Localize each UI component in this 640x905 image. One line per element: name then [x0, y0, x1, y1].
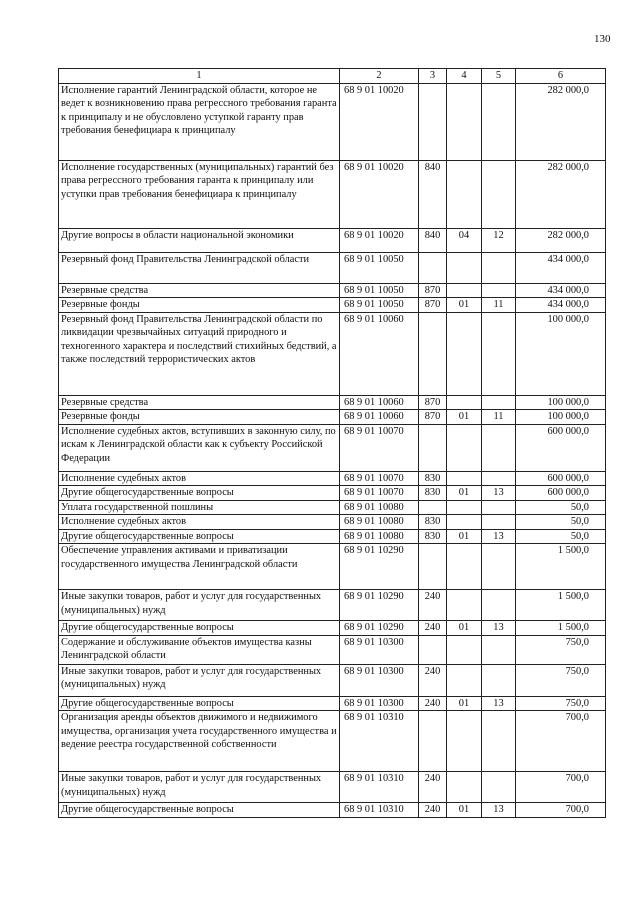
cell-rz: [447, 590, 482, 621]
cell-vr: 840: [419, 228, 447, 252]
cell-code: 68 9 01 10310: [340, 803, 419, 818]
cell-vr: [419, 711, 447, 772]
cell-rz: 01: [447, 529, 482, 544]
cell-name: Иные закупки товаров, работ и услуг для государственных (муниципальных) нужд: [59, 772, 340, 803]
cell-code: 68 9 01 10070: [340, 486, 419, 501]
cell-name: Резервные фонды: [59, 410, 340, 425]
cell-name: Другие общегосударственные вопросы: [59, 696, 340, 711]
cell-pr: [482, 664, 516, 696]
table-row: [59, 772, 606, 803]
cell-code: 68 9 01 10300: [340, 635, 419, 664]
cell-vr: 840: [419, 160, 447, 228]
cell-sum: 100 000,0: [516, 410, 606, 425]
cell-vr: [419, 252, 447, 283]
cell-pr: [482, 471, 516, 486]
cell-sum: 600 000,0: [516, 486, 606, 501]
cell-vr: 830: [419, 515, 447, 530]
cell-vr: [419, 635, 447, 664]
cell-pr: 11: [482, 298, 516, 313]
cell-pr: [482, 312, 516, 395]
cell-vr: 240: [419, 590, 447, 621]
cell-pr: [482, 283, 516, 298]
header-col-1: 1: [59, 69, 340, 84]
cell-vr: 870: [419, 410, 447, 425]
cell-pr: [482, 395, 516, 410]
cell-name: Содержание и обслуживание объектов имущества казны Ленинградской области: [59, 635, 340, 664]
cell-code: 68 9 01 10080: [340, 515, 419, 530]
cell-pr: [482, 252, 516, 283]
cell-sum: 750,0: [516, 664, 606, 696]
cell-sum: 1 500,0: [516, 621, 606, 636]
page-number: 130: [594, 33, 611, 45]
cell-rz: 04: [447, 228, 482, 252]
cell-vr: 830: [419, 471, 447, 486]
cell-rz: [447, 252, 482, 283]
cell-rz: 01: [447, 696, 482, 711]
cell-code: 68 9 01 10290: [340, 590, 419, 621]
cell-name: Другие общегосударственные вопросы: [59, 529, 340, 544]
cell-name: Исполнение государственных (муниципальных) гарантий без права регрессного требования гаранта к принципалу или уступки прав требования бенефициара к принципалу: [59, 160, 340, 228]
header-col-4: 4: [447, 69, 482, 84]
cell-rz: [447, 471, 482, 486]
cell-vr: 240: [419, 621, 447, 636]
cell-name: Исполнение судебных актов: [59, 471, 340, 486]
table-row: [59, 298, 606, 313]
cell-sum: 434 000,0: [516, 298, 606, 313]
cell-code: 68 9 01 10070: [340, 424, 419, 471]
cell-rz: [447, 83, 482, 160]
table-row: [59, 83, 606, 160]
cell-rz: [447, 664, 482, 696]
cell-sum: 700,0: [516, 772, 606, 803]
cell-code: 68 9 01 10300: [340, 696, 419, 711]
cell-rz: [447, 424, 482, 471]
cell-name: Исполнение судебных актов, вступивших в законную силу, по искам к Ленинградской области как к субъекту Российской Федерации: [59, 424, 340, 471]
cell-vr: [419, 424, 447, 471]
cell-name: Иные закупки товаров, работ и услуг для государственных (муниципальных) нужд: [59, 664, 340, 696]
table-row: [59, 395, 606, 410]
table-row: [59, 410, 606, 425]
cell-rz: [447, 772, 482, 803]
cell-pr: 11: [482, 410, 516, 425]
cell-vr: 240: [419, 772, 447, 803]
cell-pr: [482, 544, 516, 590]
cell-vr: [419, 544, 447, 590]
cell-pr: [482, 590, 516, 621]
cell-rz: [447, 544, 482, 590]
budget-table: [58, 68, 606, 818]
cell-rz: [447, 515, 482, 530]
cell-sum: 50,0: [516, 529, 606, 544]
table-row: [59, 664, 606, 696]
cell-pr: [482, 635, 516, 664]
cell-pr: [482, 711, 516, 772]
table-row: [59, 711, 606, 772]
cell-sum: 282 000,0: [516, 160, 606, 228]
cell-code: 68 9 01 10020: [340, 228, 419, 252]
cell-code: 68 9 01 10290: [340, 544, 419, 590]
cell-rz: 01: [447, 410, 482, 425]
cell-code: 68 9 01 10310: [340, 772, 419, 803]
table-row: [59, 471, 606, 486]
cell-sum: 100 000,0: [516, 395, 606, 410]
cell-vr: 870: [419, 298, 447, 313]
cell-sum: 50,0: [516, 515, 606, 530]
cell-sum: 750,0: [516, 696, 606, 711]
cell-rz: 01: [447, 803, 482, 818]
table-row: [59, 486, 606, 501]
cell-pr: [482, 515, 516, 530]
cell-code: 68 9 01 10300: [340, 664, 419, 696]
cell-rz: 01: [447, 298, 482, 313]
cell-pr: 13: [482, 803, 516, 818]
cell-rz: [447, 395, 482, 410]
header-col-3: 3: [419, 69, 447, 84]
cell-pr: 13: [482, 621, 516, 636]
table-row: [59, 544, 606, 590]
cell-pr: [482, 772, 516, 803]
cell-vr: 240: [419, 803, 447, 818]
cell-vr: 870: [419, 395, 447, 410]
cell-rz: [447, 312, 482, 395]
cell-name: Обеспечение управления активами и приватизации государственного имущества Ленинградской области: [59, 544, 340, 590]
cell-vr: 240: [419, 664, 447, 696]
table-row: [59, 635, 606, 664]
cell-vr: [419, 83, 447, 160]
table-row: [59, 160, 606, 228]
cell-rz: [447, 635, 482, 664]
cell-sum: 700,0: [516, 711, 606, 772]
cell-vr: 830: [419, 529, 447, 544]
cell-code: 68 9 01 10020: [340, 83, 419, 160]
cell-name: Иные закупки товаров, работ и услуг для государственных (муниципальных) нужд: [59, 590, 340, 621]
cell-code: 68 9 01 10310: [340, 711, 419, 772]
cell-rz: [447, 500, 482, 515]
cell-name: Резервные средства: [59, 395, 340, 410]
header-col-2: 2: [340, 69, 419, 84]
cell-sum: 1 500,0: [516, 544, 606, 590]
cell-name: Другие общегосударственные вопросы: [59, 803, 340, 818]
cell-rz: 01: [447, 621, 482, 636]
cell-vr: 830: [419, 486, 447, 501]
cell-pr: [482, 500, 516, 515]
table-row: [59, 696, 606, 711]
cell-vr: [419, 500, 447, 515]
cell-code: 68 9 01 10060: [340, 395, 419, 410]
cell-code: 68 9 01 10080: [340, 529, 419, 544]
table-body: [59, 83, 606, 817]
cell-sum: 600 000,0: [516, 424, 606, 471]
cell-code: 68 9 01 10060: [340, 312, 419, 395]
cell-vr: 870: [419, 283, 447, 298]
cell-sum: 434 000,0: [516, 283, 606, 298]
cell-pr: 12: [482, 228, 516, 252]
cell-code: 68 9 01 10020: [340, 160, 419, 228]
table-row: [59, 283, 606, 298]
cell-name: Резервный фонд Правительства Ленинградской области: [59, 252, 340, 283]
cell-rz: [447, 160, 482, 228]
cell-sum: 1 500,0: [516, 590, 606, 621]
cell-sum: 100 000,0: [516, 312, 606, 395]
cell-code: 68 9 01 10290: [340, 621, 419, 636]
cell-name: Резервные средства: [59, 283, 340, 298]
cell-name: Другие общегосударственные вопросы: [59, 621, 340, 636]
table-row: [59, 228, 606, 252]
cell-sum: 700,0: [516, 803, 606, 818]
cell-code: 68 9 01 10050: [340, 283, 419, 298]
cell-rz: [447, 711, 482, 772]
table-row: [59, 590, 606, 621]
table-row: [59, 529, 606, 544]
cell-sum: 434 000,0: [516, 252, 606, 283]
cell-name: Уплата государственной пошлины: [59, 500, 340, 515]
cell-name: Другие общегосударственные вопросы: [59, 486, 340, 501]
cell-vr: 240: [419, 696, 447, 711]
cell-name: Резервный фонд Правительства Ленинградской области по ликвидации чрезвычайных ситуаций природного и техногенного характера и последствий стихийных бедствий, а также последствий террористических актов: [59, 312, 340, 395]
cell-sum: 282 000,0: [516, 83, 606, 160]
cell-rz: [447, 283, 482, 298]
cell-name: Исполнение гарантий Ленинградской области, которое не ведет к возникновению права регрессного требования гаранта к принципалу и не обусловлено уступкой гаранту прав требования бенефициара к принципалу: [59, 83, 340, 160]
cell-code: 68 9 01 10050: [340, 252, 419, 283]
cell-code: 68 9 01 10060: [340, 410, 419, 425]
cell-pr: 13: [482, 486, 516, 501]
cell-pr: 13: [482, 696, 516, 711]
cell-pr: 13: [482, 529, 516, 544]
table-row: [59, 312, 606, 395]
table-header-row: [59, 69, 606, 84]
cell-pr: [482, 83, 516, 160]
cell-sum: 282 000,0: [516, 228, 606, 252]
cell-rz: 01: [447, 486, 482, 501]
cell-name: Организация аренды объектов движимого и недвижимого имущества, организация учета государственного имущества и ведение реестра государственной собственности: [59, 711, 340, 772]
cell-name: Резервные фонды: [59, 298, 340, 313]
table-row: [59, 252, 606, 283]
cell-code: 68 9 01 10080: [340, 500, 419, 515]
cell-pr: [482, 160, 516, 228]
cell-sum: 50,0: [516, 500, 606, 515]
table-row: [59, 621, 606, 636]
cell-code: 68 9 01 10070: [340, 471, 419, 486]
header-col-6: 6: [516, 69, 606, 84]
table-row: [59, 803, 606, 818]
table-row: [59, 515, 606, 530]
cell-code: 68 9 01 10050: [340, 298, 419, 313]
table-row: [59, 424, 606, 471]
cell-pr: [482, 424, 516, 471]
cell-sum: 600 000,0: [516, 471, 606, 486]
cell-vr: [419, 312, 447, 395]
cell-name: Другие вопросы в области национальной экономики: [59, 228, 340, 252]
header-col-5: 5: [482, 69, 516, 84]
table-row: [59, 500, 606, 515]
cell-sum: 750,0: [516, 635, 606, 664]
cell-name: Исполнение судебных актов: [59, 515, 340, 530]
